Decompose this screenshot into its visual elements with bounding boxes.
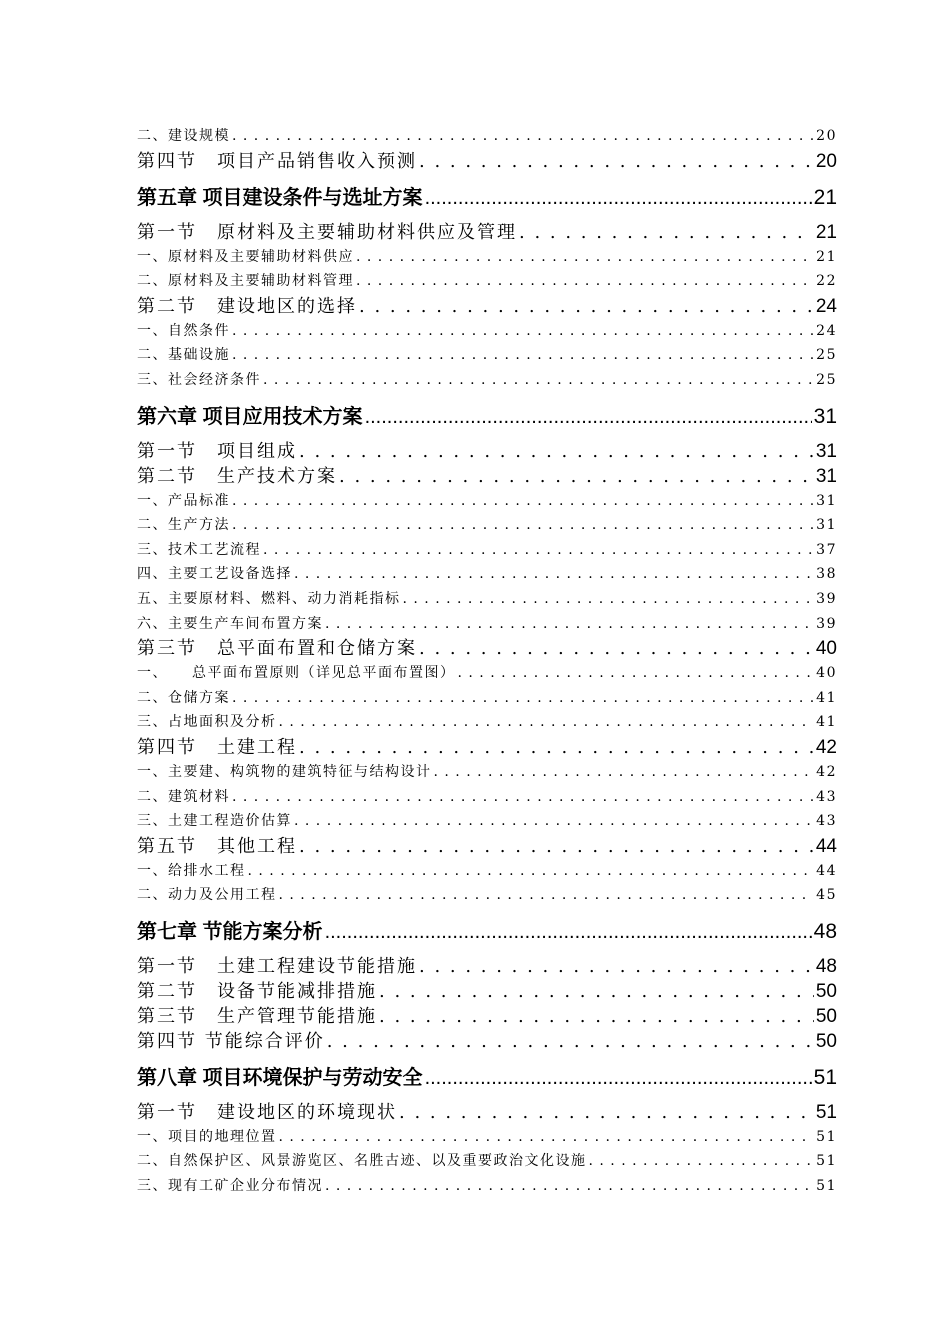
toc-entry-title: 三、技术工艺流程 [137, 541, 261, 558]
toc-item[interactable] [137, 538, 837, 563]
toc-entry-title: 五、主要原材料、燃料、动力消耗指标 [137, 590, 401, 607]
toc-item[interactable] [137, 1149, 837, 1174]
toc-page-number: 48 [813, 919, 837, 943]
toc-page-number: 45 [816, 887, 837, 904]
toc-section[interactable] [137, 954, 837, 979]
toc-page-number: 37 [816, 541, 837, 558]
toc-entry-title: 一、给排水工程 [137, 862, 246, 879]
toc-section[interactable] [137, 220, 837, 245]
toc-entry-title: 第二节 设备节能减排措施 [137, 980, 377, 1002]
toc-dot-leader [248, 859, 815, 884]
toc-entry-title: 第六章 项目应用技术方案 [137, 405, 363, 428]
toc-page-number: 31 [816, 492, 837, 509]
toc-dot-leader [279, 883, 815, 908]
toc-dot-leader [232, 319, 814, 344]
toc-entry-title: 第一节 土建工程建设节能措施 [137, 955, 417, 977]
toc-item[interactable] [137, 785, 837, 810]
toc-section[interactable] [137, 1100, 837, 1125]
toc-dot-leader [419, 954, 814, 979]
toc-entry-title: 二、建筑材料 [137, 788, 230, 805]
toc-chapter[interactable] [137, 399, 837, 435]
toc-page-number: 41 [816, 714, 837, 731]
toc-entry-title: 第一节 原材料及主要辅助材料供应及管理 [137, 221, 517, 243]
toc-entry-title: 四、主要工艺设备选择 [137, 566, 292, 583]
toc-dot-leader [294, 809, 814, 834]
toc-dot-leader [232, 785, 814, 810]
toc-item[interactable] [137, 686, 837, 711]
toc-dot-leader [425, 180, 812, 216]
toc-item[interactable] [137, 489, 837, 514]
toc-section[interactable] [137, 1029, 837, 1054]
toc-entry-title: 第八章 项目环境保护与劳动安全 [137, 1066, 423, 1089]
toc-dot-leader [325, 914, 812, 950]
toc-item[interactable] [137, 809, 837, 834]
toc-entry-title: 三、社会经济条件 [137, 371, 261, 388]
toc-section[interactable] [137, 294, 837, 319]
toc-dot-leader [356, 245, 814, 270]
toc-dot-leader [589, 1149, 815, 1174]
toc-page-number: 31 [813, 404, 837, 428]
toc-entry-title: 第四节 节能综合评价 [137, 1030, 325, 1052]
toc-entry-title: 第三节 总平面布置和仓储方案 [137, 638, 417, 660]
toc-entry-title: 第一节 建设地区的环境现状 [137, 1101, 397, 1123]
table-of-contents [137, 124, 837, 1199]
toc-dot-leader [325, 612, 814, 637]
toc-page-number: 42 [816, 763, 837, 780]
toc-entry-title: 第二节 生产技术方案 [137, 465, 337, 487]
toc-item[interactable] [137, 859, 837, 884]
toc-item[interactable] [137, 245, 837, 270]
toc-entry-title: 二、动力及公用工程 [137, 887, 277, 904]
toc-dot-leader [299, 834, 814, 859]
toc-dot-leader [379, 1004, 814, 1029]
toc-page-number: 42 [815, 736, 837, 758]
toc-page-number: 50 [815, 1030, 837, 1052]
toc-dot-leader [419, 636, 814, 661]
toc-dot-leader [279, 710, 815, 735]
toc-item[interactable] [137, 513, 837, 538]
toc-entry-title: 三、现有工矿企业分布情况 [137, 1178, 323, 1195]
toc-section[interactable] [137, 464, 837, 489]
toc-dot-leader [419, 149, 814, 174]
toc-dot-leader [403, 587, 815, 612]
toc-item[interactable] [137, 661, 837, 686]
toc-item[interactable] [137, 587, 837, 612]
toc-section[interactable] [137, 439, 837, 464]
toc-entry-title: 二、建设规模 [137, 128, 230, 144]
toc-entry-title: 一、产品标准 [137, 492, 230, 509]
toc-page-number: 25 [816, 371, 837, 388]
toc-entry-title: 第四节 土建工程 [137, 736, 297, 758]
toc-dot-leader [434, 760, 815, 785]
toc-dot-leader [299, 735, 814, 760]
toc-dot-leader [379, 979, 814, 1004]
toc-entry-title: 一、主要建、构筑物的建筑特征与结构设计 [137, 763, 432, 780]
toc-page-number: 44 [816, 862, 837, 879]
toc-dot-leader [279, 1125, 815, 1150]
toc-dot-leader [232, 686, 814, 711]
toc-entry-title: 三、土建工程造价估算 [137, 813, 292, 830]
toc-dot-leader [365, 399, 812, 435]
toc-item[interactable] [137, 343, 837, 368]
toc-dot-leader [294, 562, 814, 587]
toc-entry-title: 一、自然条件 [137, 322, 230, 339]
toc-page-number: 21 [816, 248, 837, 265]
toc-dot-leader [299, 439, 814, 464]
toc-page-number: 41 [816, 689, 837, 706]
toc-dot-leader [458, 661, 815, 686]
toc-dot-leader [263, 538, 814, 563]
toc-dot-leader [399, 1100, 814, 1125]
toc-section[interactable] [137, 979, 837, 1004]
toc-entry-title: 二、仓储方案 [137, 689, 230, 706]
toc-chapter[interactable] [137, 914, 837, 950]
toc-dot-leader [232, 343, 814, 368]
toc-section[interactable] [137, 735, 837, 760]
toc-entry-title: 第四节 项目产品销售收入预测 [137, 150, 417, 172]
toc-dot-leader [263, 368, 814, 393]
toc-page-number: 40 [816, 665, 837, 682]
toc-dot-leader [519, 220, 814, 245]
toc-page-number: 43 [816, 788, 837, 805]
toc-dot-leader [356, 269, 814, 294]
toc-section[interactable] [137, 636, 837, 661]
toc-item[interactable] [137, 1125, 837, 1150]
toc-page-number: 51 [816, 1153, 837, 1170]
toc-entry-title: 二、原材料及主要辅助材料管理 [137, 273, 354, 290]
toc-entry-title: 第三节 生产管理节能措施 [137, 1005, 377, 1027]
toc-page-number: 51 [813, 1065, 837, 1089]
toc-entry-title: 二、自然保护区、风景游览区、名胜古迹、以及重要政治文化设施 [137, 1153, 587, 1170]
toc-page-number: 21 [813, 185, 837, 209]
toc-item[interactable] [137, 269, 837, 294]
toc-item[interactable] [137, 612, 837, 637]
toc-entry-title: 二、基础设施 [137, 347, 230, 364]
toc-page-number: 51 [816, 1128, 837, 1145]
toc-page-number: 39 [816, 615, 837, 632]
toc-entry-title: 三、占地面积及分析 [137, 714, 277, 731]
toc-entry-title: 第一节 项目组成 [137, 440, 297, 462]
toc-entry-title: 一、原材料及主要辅助材料供应 [137, 248, 354, 265]
toc-item[interactable] [137, 710, 837, 735]
toc-dot-leader [232, 489, 814, 514]
toc-page-number: 40 [815, 638, 837, 660]
toc-page-number: 31 [815, 440, 837, 462]
toc-entry-title: 六、主要生产车间布置方案 [137, 615, 323, 632]
toc-section[interactable] [137, 149, 837, 174]
toc-dot-leader [232, 513, 814, 538]
toc-entry-title: 第二节 建设地区的选择 [137, 295, 357, 317]
toc-dot-leader [327, 1029, 814, 1054]
toc-entry-title: 一、 总平面布置原则（详见总平面布置图） [137, 665, 456, 682]
toc-dot-leader [339, 464, 814, 489]
toc-page-number: 44 [815, 835, 837, 857]
toc-page-number: 39 [816, 590, 837, 607]
toc-item[interactable] [137, 124, 837, 149]
toc-entry-title: 第五节 其他工程 [137, 835, 297, 857]
toc-item[interactable] [137, 368, 837, 393]
toc-section[interactable] [137, 834, 837, 859]
toc-entry-title: 二、生产方法 [137, 517, 230, 534]
toc-dot-leader [359, 294, 814, 319]
toc-page-number: 50 [815, 980, 837, 1002]
toc-page-number: 22 [816, 273, 837, 290]
toc-page-number: 24 [816, 322, 837, 339]
toc-item[interactable] [137, 1174, 837, 1199]
toc-page-number: 31 [815, 465, 837, 487]
toc-page-number: 50 [815, 1005, 837, 1027]
toc-chapter[interactable] [137, 180, 837, 216]
toc-item[interactable] [137, 760, 837, 785]
toc-page-number: 20 [816, 128, 837, 144]
toc-page-number: 51 [815, 1101, 837, 1123]
toc-dot-leader [325, 1174, 814, 1199]
toc-page-number: 31 [816, 517, 837, 534]
toc-page-number: 21 [815, 221, 837, 243]
toc-page-number: 43 [816, 813, 837, 830]
toc-entry-title: 第五章 项目建设条件与选址方案 [137, 186, 423, 209]
toc-page-number: 48 [815, 955, 837, 977]
toc-section[interactable] [137, 1004, 837, 1029]
toc-dot-leader [425, 1060, 812, 1096]
toc-page-number: 51 [816, 1178, 837, 1195]
toc-entry-title: 一、项目的地理位置 [137, 1128, 277, 1145]
toc-page-number: 24 [815, 295, 837, 317]
toc-page-number: 20 [815, 150, 837, 172]
toc-item[interactable] [137, 319, 837, 344]
toc-item[interactable] [137, 562, 837, 587]
toc-page-number: 38 [816, 566, 837, 583]
toc-dot-leader [232, 124, 814, 149]
toc-chapter[interactable] [137, 1060, 837, 1096]
toc-item[interactable] [137, 883, 837, 908]
toc-entry-title: 第七章 节能方案分析 [137, 920, 323, 943]
toc-page-number: 25 [816, 347, 837, 364]
